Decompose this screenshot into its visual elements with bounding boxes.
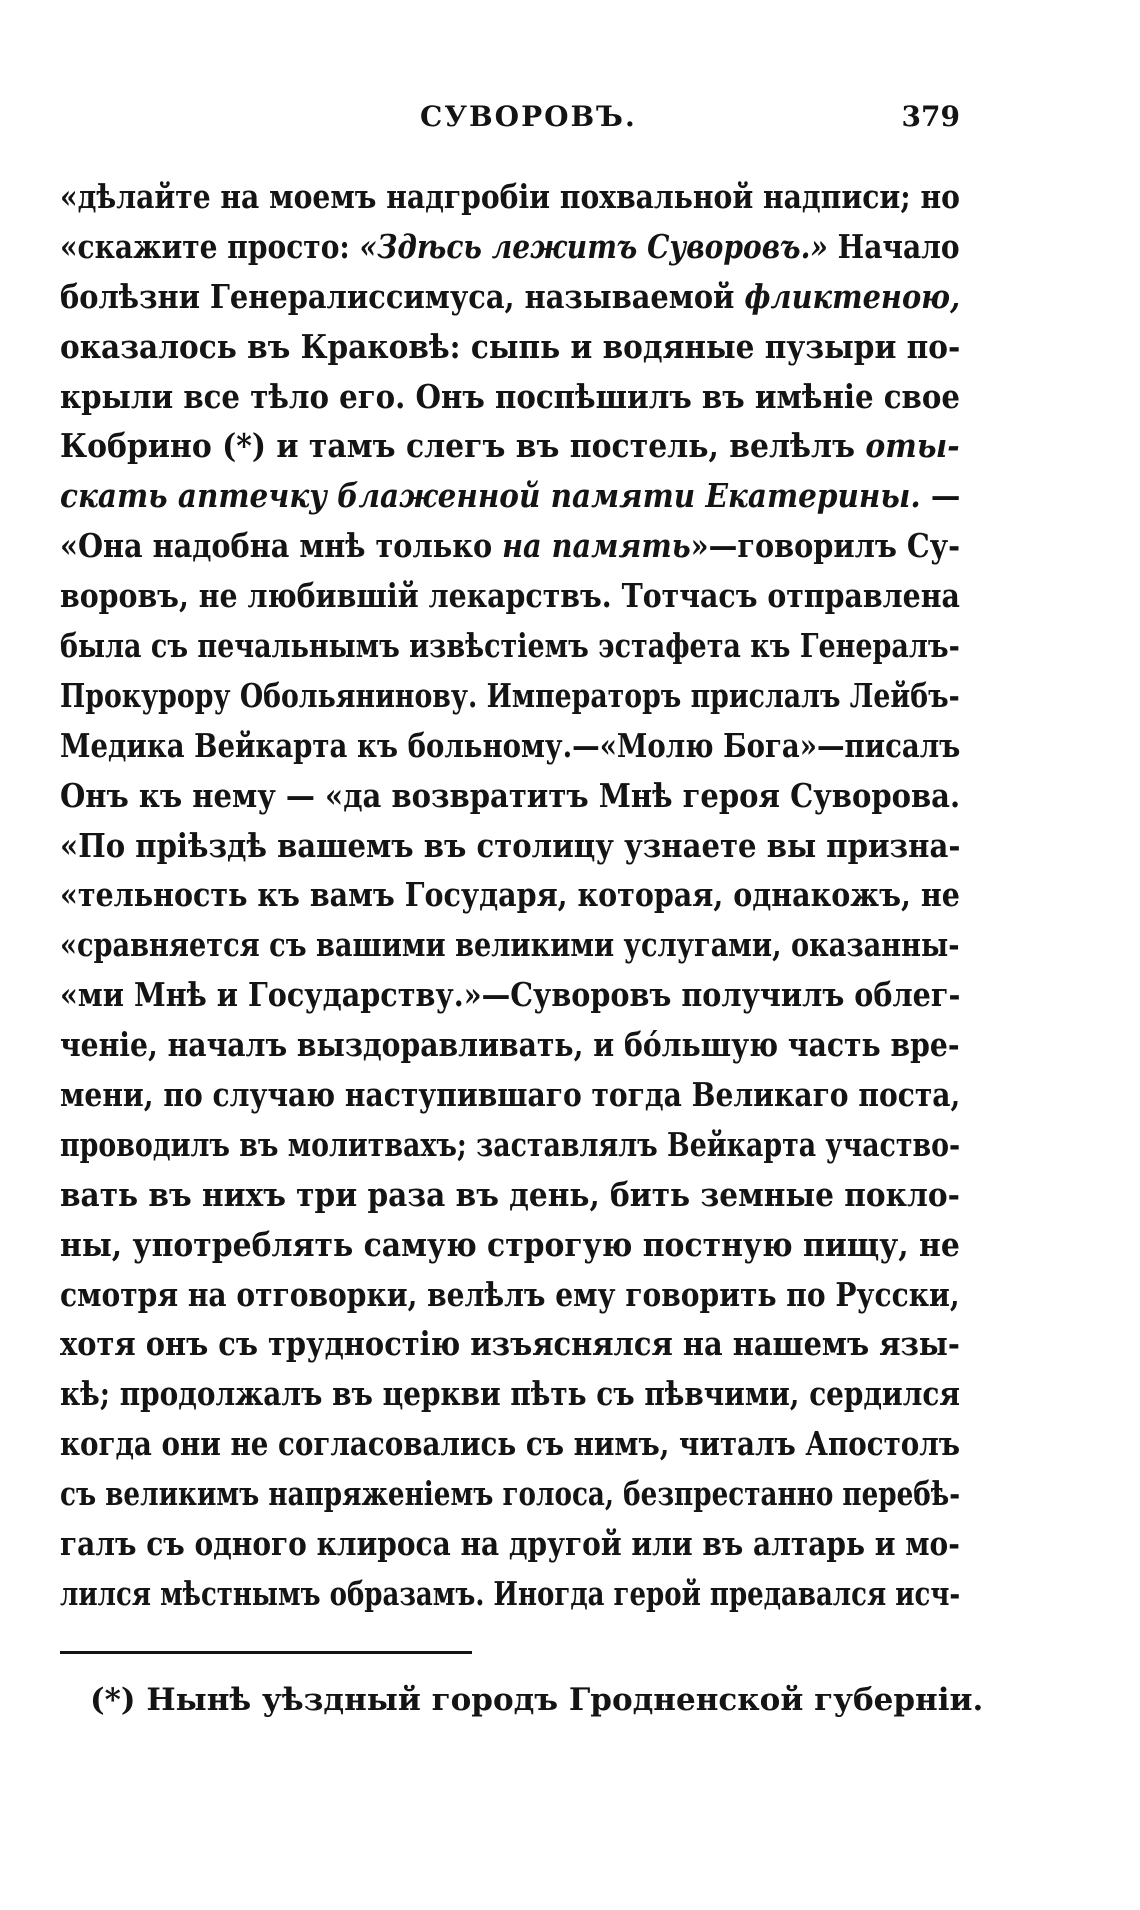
text-segment: «По пріѣздѣ вашемъ въ столицу узнаете вы призна-: [60, 825, 961, 865]
text-segment: »—говорилъ Су-: [690, 526, 961, 566]
text-line: [60, 1220, 960, 1270]
text-segment: «тельность къ вамъ Государя, которая, однакожъ, не: [60, 875, 960, 915]
text-segment: —: [920, 476, 961, 516]
footnote-rule: [60, 1651, 472, 1654]
text-line: [60, 721, 960, 771]
text-line: [60, 1170, 960, 1220]
text-segment: галъ съ одного клироса на другой или въ алтарь и мо-: [60, 1524, 960, 1564]
footnote: (*) Нынѣ уѣздный городъ Гродненской губерніи.: [90, 1682, 984, 1718]
text-line: [60, 1120, 960, 1170]
text-segment: Онъ къ нему — «да возвратитъ Мнѣ героя Суворова.: [60, 775, 961, 815]
text-line: [60, 1469, 960, 1519]
text-segment: оказалось въ Краковѣ: сыпь и водяные пузыри по-: [60, 326, 961, 366]
text-segment: лился мѣстнымъ образамъ. Иногда герой предавался исч-: [60, 1573, 961, 1613]
running-title: СУВОРОВЪ.: [420, 100, 637, 133]
text-segment: Прокурору Обольянинову. Императоръ прислалъ Лейбъ-: [60, 675, 960, 715]
italic-text: «Здѣсь лежитъ Суворовъ.»: [359, 226, 828, 266]
text-line: [60, 471, 960, 521]
text-segment: ны, употреблять самую строгую постную пищу, не: [60, 1224, 960, 1264]
text-segment: вать въ нихъ три раза въ день, бить земные покло-: [60, 1174, 960, 1214]
text-segment: хотя онъ съ трудностію изъяснялся на нашемъ язы-: [60, 1324, 960, 1364]
page-number: 379: [901, 100, 960, 133]
text-line: [60, 322, 960, 372]
text-segment: ченіе, началъ выздоравливать, и бо́льшую часть вре-: [60, 1025, 960, 1065]
text-segment: Медика Вейкарта къ больному.—«Молю Бога»—писалъ: [60, 725, 961, 765]
text-line: [60, 1270, 960, 1320]
body-text: [60, 172, 960, 1619]
text-line: [60, 771, 960, 821]
running-head: [60, 100, 960, 140]
text-line: [60, 1369, 960, 1419]
text-line: [60, 920, 960, 970]
text-segment: крыли все тѣло его. Онъ поспѣшилъ въ имѣніе свое: [60, 376, 960, 416]
italic-text: оты-: [865, 426, 960, 466]
text-line: [60, 1519, 960, 1569]
text-line: [60, 621, 960, 671]
text-line: [60, 870, 960, 920]
text-segment: «сравняется съ вашими великими услугами, оказанны-: [60, 925, 960, 965]
text-segment: когда они не согласовались съ нимъ, читалъ Апостолъ: [60, 1424, 961, 1464]
text-segment: мени, по случаю наступившаго тогда Великаго поста,: [60, 1075, 961, 1115]
text-segment: болѣзни Генералиссимуса, называемой: [60, 276, 745, 316]
text-segment: «дѣлайте на моемъ надгробіи похвальной надписи; но: [60, 177, 960, 216]
text-segment: «ми Мнѣ и Государству.»—Суворовъ получилъ облег-: [60, 975, 961, 1015]
italic-text: фликтеною,: [744, 276, 961, 316]
text-line: [60, 421, 960, 471]
text-line: [60, 172, 960, 222]
text-line: [60, 1419, 960, 1469]
text-line: [60, 521, 960, 571]
text-line: [60, 970, 960, 1020]
text-line: [60, 272, 960, 322]
text-line: [60, 1569, 960, 1619]
text-line: [60, 372, 960, 422]
italic-text: на память: [502, 526, 691, 566]
text-line: [60, 821, 960, 871]
text-line: [60, 1020, 960, 1070]
text-segment: съ великимъ напряженіемъ голоса, безпрестанно перебѣ-: [60, 1474, 961, 1514]
text-segment: воровъ, не любившій лекарствъ. Тотчасъ отправлена: [60, 576, 960, 616]
text-segment: была съ печальнымъ извѣстіемъ эстафета къ Генералъ-: [60, 626, 960, 666]
text-line: [60, 571, 960, 621]
text-segment: Кобрино (*) и тамъ слегъ въ постель, велѣлъ: [60, 426, 866, 466]
text-line: [60, 1319, 960, 1369]
text-segment: проводилъ въ молитвахъ; заставлялъ Вейкарта участво-: [60, 1124, 961, 1164]
text-segment: Начало: [827, 226, 960, 266]
text-segment: «Она надобна мнѣ только: [60, 526, 503, 566]
text-line: [60, 222, 960, 272]
text-line: [60, 1070, 960, 1120]
text-segment: «скажите просто:: [60, 226, 360, 266]
text-segment: кѣ; продолжалъ въ церкви пѣть съ пѣвчими, сердился: [60, 1374, 960, 1414]
italic-text: скать аптечку блаженной памяти Екатерины.: [60, 476, 921, 516]
text-line: [60, 671, 960, 721]
text-segment: смотря на отговорки, велѣлъ ему говорить по Русски,: [60, 1274, 960, 1314]
